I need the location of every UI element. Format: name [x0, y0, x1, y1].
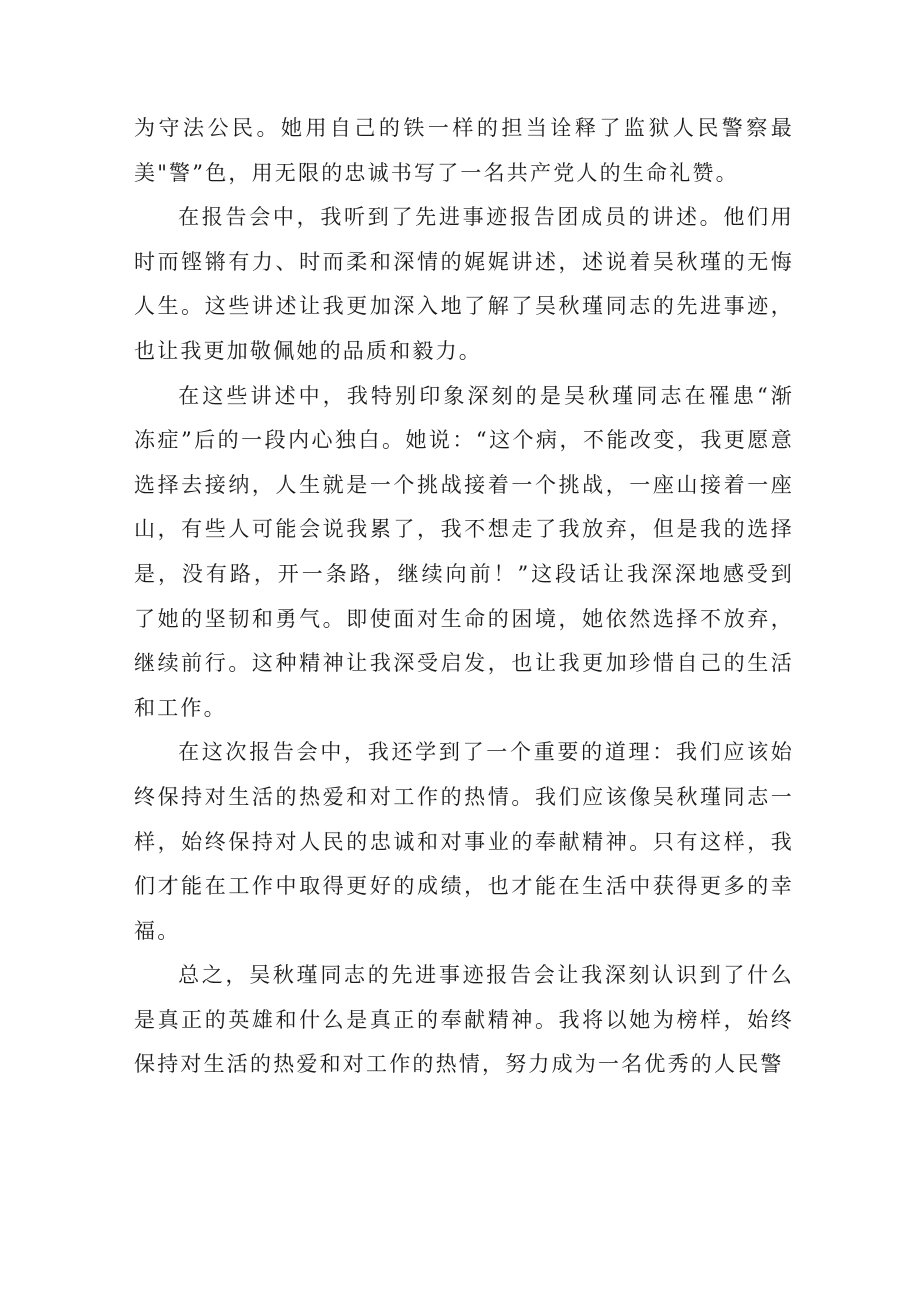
paragraph-report-meeting: 在报告会中，我听到了先进事迹报告团成员的讲述。他们用时而铿锵有力、时而柔和深情的娓娓讲述，述说着吴秋瑾的无悔人生。这些讲述让我更加深入地了解了吴秋瑾同志的先进事迹，也让我更加敬佩她的品质和毅力。	[134, 205, 794, 363]
paragraph-conclusion: 总之，吴秋瑾同志的先进事迹报告会让我深刻认识到了什么是真正的英雄和什么是真正的奉献精神。我将以她为榜样，始终保持对生活的热爱和对工作的热情，努力成为一名优秀的人民警	[134, 963, 794, 1077]
paragraph-inner-monologue: 在这些讲述中，我特别印象深刻的是吴秋瑾同志在罹患“渐冻症”后的一段内心独白。她说：“这个病，不能改变，我更愿意选择去接纳，人生就是一个挑战接着一个挑战，一座山接着一座山，有些人可能会说我累了，我不想走了我放弃，但是我的选择是，没有路，开一条路，继续向前！”这段话让我深深地感受到了她的坚韧和勇气。即使面对生命的困境，她依然选择不放弃，继续前行。这种精神让我深受启发，也让我更加珍惜自己的生活和工作。	[134, 383, 794, 720]
document-body	[134, 106, 794, 1087]
paragraph-lesson-learned: 在这次报告会中，我还学到了一个重要的道理：我们应该始终保持对生活的热爱和对工作的热情。我们应该像吴秋瑾同志一样，始终保持对人民的忠诚和对事业的奉献精神。只有这样，我们才能在工作中取得更好的成绩，也才能在生活中获得更多的幸福。	[134, 740, 794, 943]
paragraph-continuation: 为守法公民。她用自己的铁一样的担当诠释了监狱人民警察最美"警”色，用无限的忠诚书写了一名共产党人的生命礼赞。	[134, 116, 794, 185]
